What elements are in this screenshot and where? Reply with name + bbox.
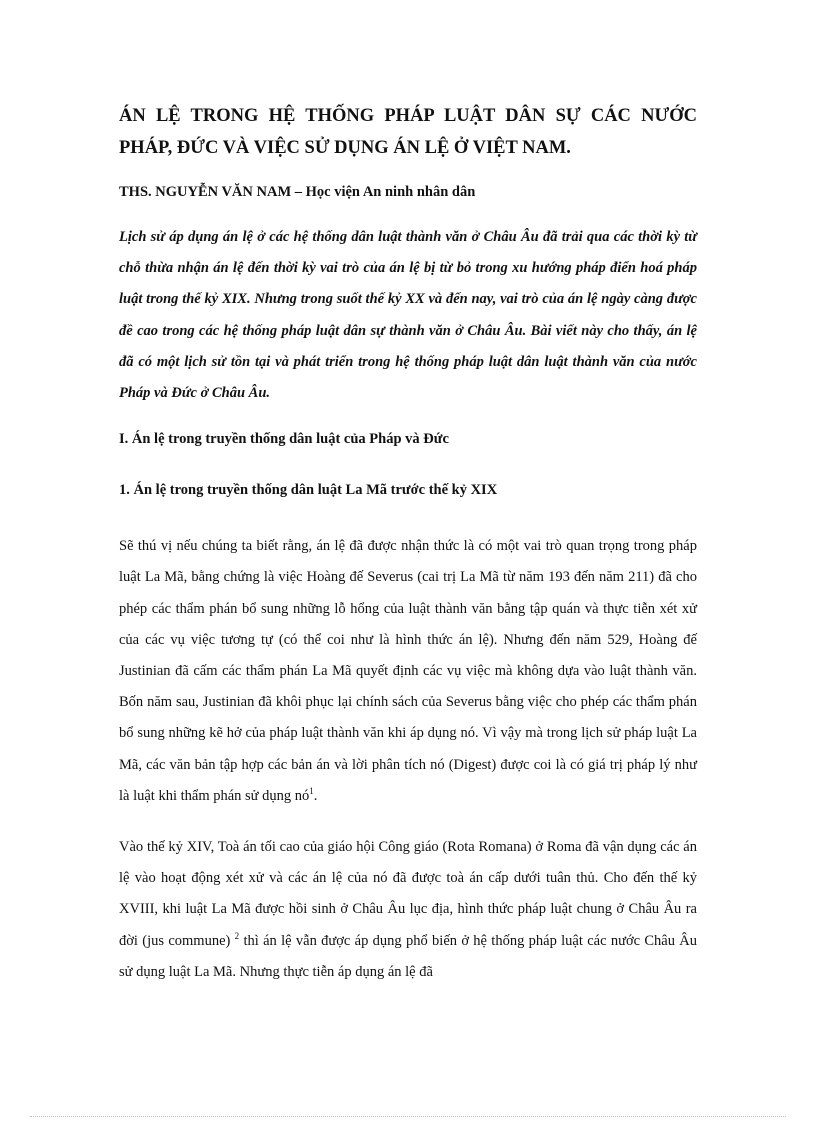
footnote-ref-1[interactable]: 1 bbox=[309, 786, 314, 797]
footnote-ref-2[interactable]: 2 bbox=[234, 930, 240, 941]
subsection-heading: 1. Án lệ trong truyền thống dân luật La Mã trước thế kỷ XIX bbox=[119, 482, 498, 499]
paragraph-2-text-b: thì án lệ vẫn được áp dụng phổ biến ở hệ thống pháp luật các nước Châu Âu sử dụng luật La Mã. Nhưng thực tiễn áp dụng án lệ đã bbox=[119, 932, 698, 980]
abstract: Lịch sử áp dụng án lệ ở các hệ thống dân luật thành văn ở Châu Âu đã trải qua các thời kỳ từ chỗ thừa nhận án lệ đến thời kỳ vai trò của án lệ bị từ bỏ trong xu hướng pháp điển hoá pháp luật trong thế kỷ XIX. Nhưng trong suốt thế kỷ XX và đến nay, vai trò của án lệ ngày càng được đề cao trong các hệ thống pháp luật dân sự thành văn ở Châu Âu. Bài viết này cho thấy, án lệ đã có một lịch sử tồn tại và phát triển trong hệ thống pháp luật dân luật thành văn của nước Pháp và Đức ở Châu Âu. bbox=[119, 229, 697, 402]
title-line-1: ÁN LỆ TRONG HỆ THỐNG PHÁP LUẬT DÂN SỰ CÁC NƯỚC bbox=[119, 106, 697, 126]
document-title bbox=[119, 100, 697, 164]
section-heading: I. Án lệ trong truyền thống dân luật của Pháp và Đức bbox=[119, 431, 449, 448]
document-page bbox=[119, 100, 697, 1008]
paragraph-2-text-a: Vào thế kỷ XIV, Toà án tối cao của giáo hội Công giáo (Rota Romana) ở Roma đã vận dụng các án lệ vào hoạt động xét xử và các án lệ của nó đã được toà án cấp dưới tuân thủ. Cho đến thế kỷ XVIII, khi luật La Mã được hồi sinh ở Châu Âu lục địa, hình thức pháp luật chung ở Châu Âu ra đời (jus commune) bbox=[119, 839, 697, 949]
page-bottom-divider bbox=[30, 1116, 786, 1117]
body-paragraph-1: Sẽ thú vị nếu chúng ta biết rằng, án lệ đã được nhận thức là có một vai trò quan trọng trong pháp luật La Mã, bằng chứng là việc Hoàng đế Severus (cai trị La Mã từ năm 193 đến năm 211) đã cho phép các thẩm phán bổ sung những lỗ hổng của luật thành văn bằng tập quán và thực tiễn xét xử của các vụ việc tương tự (có thể coi như là hình thức án lệ). Nhưng đến năm 529, Hoàng đế Justinian đã cấm các thẩm phán La Mã quyết định các vụ việc mà không dựa vào luật thành văn. Bốn năm sau, Justinian đã khôi phục lại chính sách của Severus bằng việc cho phép các thẩm phán bổ sung những kẽ hở của pháp luật thành văn khi áp dụng nó. Vì vậy mà trong lịch sử pháp luật La Mã, các văn bản tập hợp các bản án và lời phân tích nó (Digest) được coi là có giá trị pháp lý như là luật khi thẩm phán sử dụng $nó^1$. bbox=[119, 538, 697, 804]
paragraph-1-text: Sẽ thú vị nếu chúng ta biết rằng, án lệ đã được nhận thức là có một vai trò quan trọng trong pháp luật La Mã, bằng chứng là việc Hoàng đế Severus (cai trị La Mã từ năm 193 đến năm 211) đã cho phép các thẩm phán bổ sung những lỗ hổng của luật thành văn bằng tập quán và thực tiễn xét xử của các vụ việc tương tự (có thể coi như là hình thức án lệ). Nhưng đến năm 529, Hoàng đế Justinian đã cấm các thẩm phán La Mã quyết định các vụ việc mà không dựa vào luật thành văn. Bốn năm sau, Justinian đã khôi phục lại chính sách của Severus bằng việc cho phép các thẩm phán bổ sung những kẽ hở của pháp luật thành văn khi áp dụng nó. Vì vậy mà trong lịch sử pháp luật La Mã, các văn bản tập hợp các bản án và lời phân tích nó (Digest) được coi là có giá trị pháp lý như là luật khi thẩm phán sử dụng nó bbox=[119, 538, 697, 804]
body-paragraph-2 bbox=[119, 832, 697, 988]
title-line-2: PHÁP, ĐỨC VÀ VIỆC SỬ DỤNG ÁN LỆ Ở VIỆT NAM. bbox=[119, 138, 571, 158]
author-line: THS. NGUYỄN VĂN NAM – Học viện An ninh nhân dân bbox=[119, 184, 476, 200]
